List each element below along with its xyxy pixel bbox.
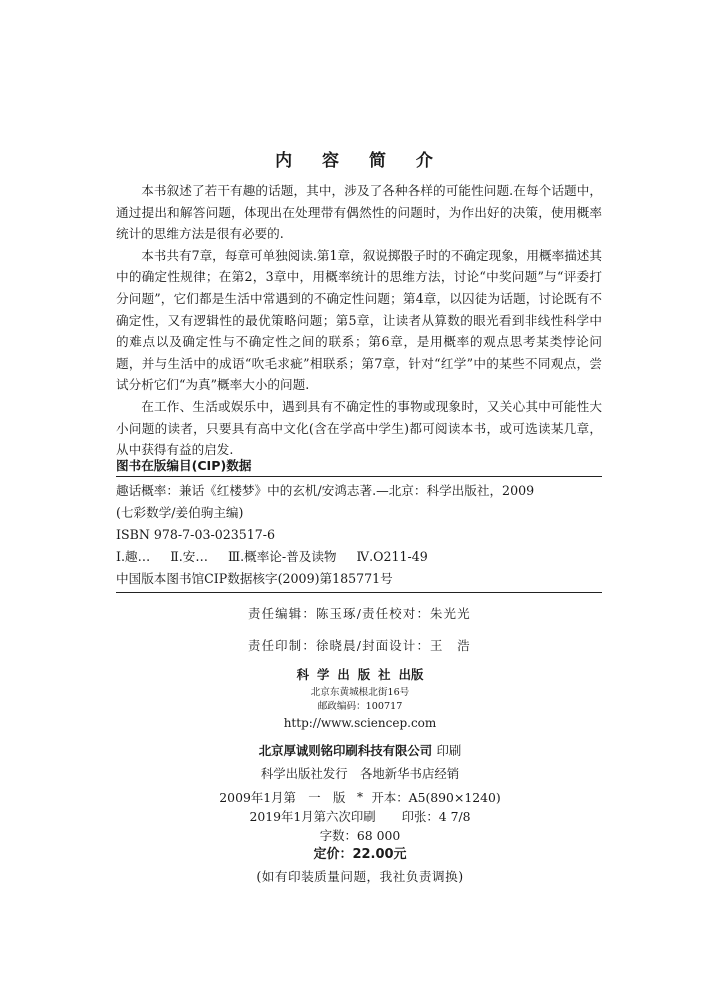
edition-block bbox=[0, 788, 720, 845]
edition-row-2 bbox=[0, 807, 720, 826]
cip-heading: 图书在版编目(CIP)数据 bbox=[116, 458, 252, 473]
printed-sheets: 印张：4 7/8 bbox=[401, 809, 471, 824]
printing-info: 2019年1月第六次印刷 bbox=[249, 809, 376, 824]
credits-block bbox=[248, 598, 608, 662]
cip-bottom-rule bbox=[116, 592, 602, 593]
cip-class-item: Ⅰ.趣… bbox=[116, 549, 151, 564]
summary-paragraph-2: 本书共有7章，每章可单独阅读.第1章，叙说掷骰子时的不确定现象，用概率描述其中的确定性规律；在第2，3章中，用概率统计的思维方法，讨论“中奖问题”与“评委打分问题”，它们都是生活中常遇到的不确定性问题；第4章，以囚徒为话题，讨论既有不确定性，又有逻辑性的最优策略问题；第5章，让读者从算数的眼光看到非线性科学中的难点以及确定性与不确定性之间的联系；第6章，是用概率的观点思考某类悖论问题，并与生活中的成语“吹毛求疵”相联系；第7章，针对“红学”中的某些不同观点，尝试分析它们“为真”概率大小的问题. bbox=[116, 247, 602, 393]
cip-classification bbox=[116, 546, 602, 568]
publisher-name: 科学出版社 bbox=[296, 667, 399, 682]
book-format: 开本：A5(890×1240) bbox=[371, 790, 501, 805]
publisher-url: http://www.sciencep.com bbox=[283, 716, 437, 730]
credits-production: 责任印制：徐晓晨/封面设计：王 浩 bbox=[248, 638, 471, 653]
cip-class-item: Ⅲ.概率论-普及读物 bbox=[227, 549, 337, 564]
printer-suffix: 印刷 bbox=[436, 743, 462, 758]
printer-line bbox=[0, 738, 720, 764]
imprint-block bbox=[0, 664, 720, 806]
price: 定价：22.00元 bbox=[313, 847, 407, 862]
cip-class-item: Ⅱ.安… bbox=[170, 549, 208, 564]
cip-block bbox=[116, 480, 602, 590]
separator-star: * bbox=[357, 790, 363, 804]
word-count: 字数：68 000 bbox=[319, 828, 401, 843]
summary-title: 内 容 简 介 bbox=[275, 151, 445, 171]
summary-paragraph-3: 在工作、生活或娱乐中，遇到具有不确定性的事物或现象时，又关心其中可能性大小问题的读者，只要具有高中文化(含在学高中学生)都可阅读本书，或可选读某几章，从中获得有益的启发. bbox=[116, 398, 602, 458]
printer-name: 北京厚诚则铭印刷科技有限公司 bbox=[258, 743, 433, 758]
cip-series-line: (七彩数学/姜伯驹主编) bbox=[116, 505, 244, 520]
edition-row-1 bbox=[0, 788, 720, 807]
publisher-postcode: 邮政编码：100717 bbox=[317, 701, 403, 712]
distribution-line: 科学出版社发行 各地新华书店经销 bbox=[260, 766, 460, 781]
first-edition: 2009年1月第 一 版 bbox=[219, 790, 346, 805]
cip-title-line: 趣话概率：兼话《红楼梦》中的玄机/安鸿志著.—北京：科学出版社，2009 bbox=[116, 483, 535, 498]
publisher-suffix: 出版 bbox=[398, 667, 424, 682]
cip-class-item: Ⅳ.O211-49 bbox=[356, 549, 428, 564]
cip-isbn: ISBN 978-7-03-023517-6 bbox=[116, 527, 276, 542]
publisher-line bbox=[0, 664, 720, 686]
cip-record-number: 中国版本图书馆CIP数据核字(2009)第185771号 bbox=[116, 571, 393, 586]
summary-text bbox=[116, 180, 602, 461]
publisher-address: 北京东黄城根北街16号 bbox=[310, 687, 410, 698]
quality-notice: (如有印装质量问题，我社负责调换) bbox=[256, 869, 464, 884]
credits-editors: 责任编辑：陈玉琢/责任校对：朱光光 bbox=[248, 606, 471, 621]
summary-paragraph-1: 本书叙述了若干有趣的话题，其中，涉及了各种各样的可能性问题.在每个话题中，通过提出和解答问题，体现出在处理带有偶然性的问题时，为作出好的决策，使用概率统计的思维方法是很有必要的. bbox=[116, 183, 602, 242]
cip-top-rule bbox=[116, 476, 602, 477]
